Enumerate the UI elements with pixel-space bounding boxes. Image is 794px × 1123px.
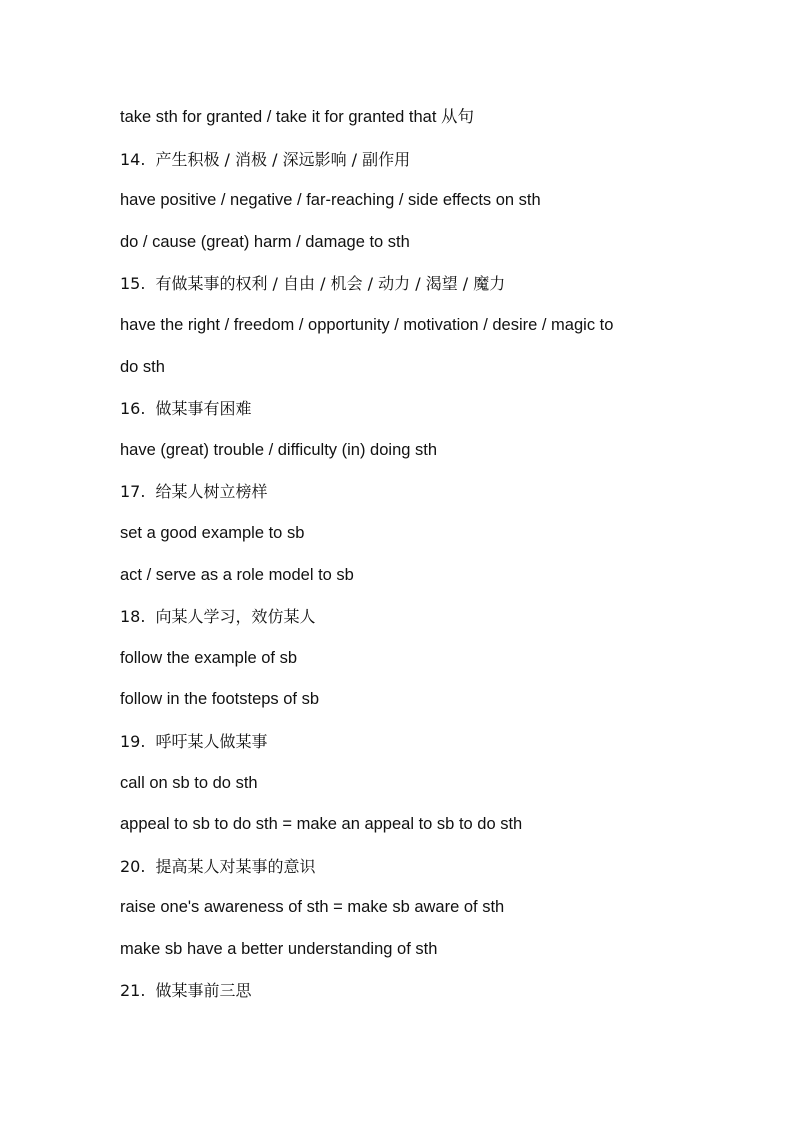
- phrase-text: make sb have a better understanding of sth: [120, 939, 438, 958]
- phrase-line: [120, 887, 720, 929]
- item-heading: [120, 388, 720, 430]
- item-number: 17.: [120, 482, 146, 502]
- phrase-text: have (great) trouble / difficulty (in) doing sth: [120, 440, 438, 459]
- phrase-line: [120, 430, 720, 472]
- phrase-line: [120, 638, 720, 680]
- phrase-text: raise one's awareness of sth = make sb aware of sth: [120, 898, 505, 917]
- phrase-line: [120, 513, 720, 555]
- phrase-text: set a good example to sb: [120, 523, 305, 542]
- item-heading-text: 有做某事的权利 / 自由 / 机会 / 动力 / 渴望 / 魔力: [155, 274, 506, 294]
- phrase-line: [120, 180, 720, 222]
- phrase-text: do / cause (great) harm / damage to sth: [120, 232, 410, 251]
- phrase-text: have the right / freedom / opportunity / motivation / desire / magic to: [120, 315, 614, 334]
- phrase-line: [120, 222, 720, 264]
- phrase-line: [120, 763, 720, 805]
- item-heading: [120, 263, 720, 305]
- item-heading: [120, 721, 720, 763]
- item-heading: [120, 139, 720, 181]
- item-number: 15.: [120, 274, 146, 294]
- item-heading-text: 向某人学习，效仿某人: [155, 607, 316, 627]
- phrase-text: do sth: [120, 357, 165, 376]
- phrase-line: [120, 679, 720, 721]
- item-number: 18.: [120, 607, 146, 627]
- item-number: 19.: [120, 731, 146, 751]
- item-heading-text: 做某事前三思: [155, 981, 252, 1001]
- phrase-text: follow the example of sb: [120, 648, 298, 667]
- phrase-text: take sth for granted / take it for granted that 从句: [120, 108, 475, 126]
- phrase-text: act / serve as a role model to sb: [120, 565, 354, 584]
- item-number: 14.: [120, 149, 146, 169]
- phrase-line: [120, 97, 720, 139]
- item-heading-text: 做某事有困难: [155, 399, 252, 419]
- item-heading: [120, 471, 720, 513]
- item-heading: [120, 596, 720, 638]
- item-heading: [120, 846, 720, 888]
- phrase-text: follow in the footsteps of sb: [120, 690, 320, 709]
- phrase-line: [120, 929, 720, 971]
- item-number: 20.: [120, 856, 146, 876]
- item-heading-text: 给某人树立榜样: [155, 482, 268, 502]
- phrase-line: [120, 555, 720, 597]
- item-heading: [120, 970, 720, 1012]
- phrase-line: [120, 347, 720, 389]
- item-number: 21.: [120, 981, 146, 1001]
- phrase-line: [120, 804, 720, 846]
- document-content: [120, 97, 720, 1012]
- phrase-text: appeal to sb to do sth = make an appeal to sb to do sth: [120, 815, 523, 834]
- phrase-line: [120, 305, 720, 347]
- item-heading-text: 呼吁某人做某事: [155, 731, 268, 751]
- phrase-text: call on sb to do sth: [120, 773, 258, 792]
- phrase-text: have positive / negative / far-reaching / side effects on sth: [120, 191, 541, 210]
- item-heading-text: 提高某人对某事的意识: [155, 856, 316, 876]
- item-heading-text: 产生积极 / 消极 / 深远影响 / 副作用: [155, 149, 411, 169]
- item-number: 16.: [120, 399, 146, 419]
